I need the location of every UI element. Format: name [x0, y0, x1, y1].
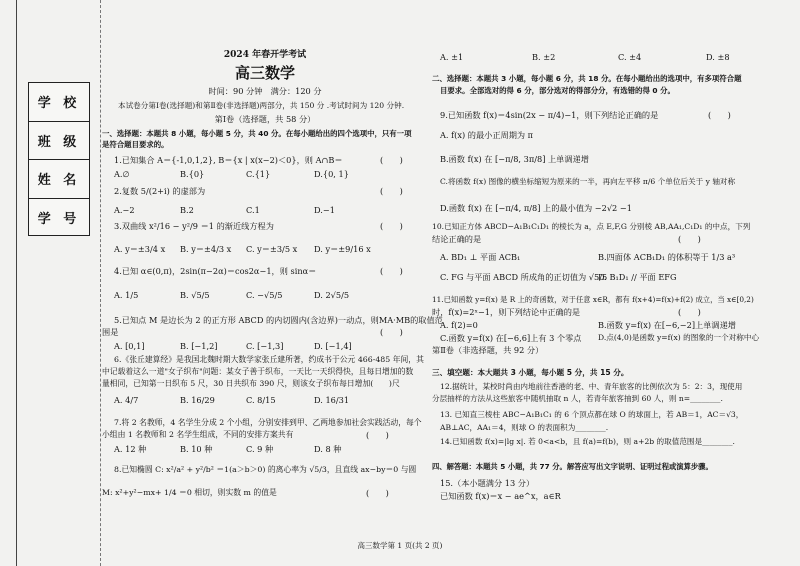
- q4-option-a: A. 1/5: [114, 290, 139, 300]
- q1-option-b: B.{0}: [180, 169, 205, 179]
- q1-option-c: C.{1}: [246, 169, 271, 179]
- q4-stem: 4.已知 α∈(0,π)，2sin(π−2α)＝cos2α−1，则 sinα＝: [114, 266, 317, 276]
- q11-option-c: C.函数 y=f(x) 在[−6,6]上有 3 个零点: [440, 333, 582, 343]
- q5-option-b: B. [−1,2]: [180, 341, 218, 351]
- exam-title: 2024 年春开学考试: [223, 50, 307, 60]
- exam-time: 时间：90 分钟 满分：120 分: [208, 86, 322, 96]
- q3-option-c: C. y＝±3/5 x: [246, 244, 298, 254]
- q10-option-d: D. B₁D₁ // 平面 EFG: [598, 272, 677, 282]
- q7-option-a: A. 12 种: [114, 444, 147, 454]
- q7-option-d: D. 8 种: [314, 444, 342, 454]
- q2-stem: 2.复数 5/(2+i) 的虚部为: [114, 186, 206, 196]
- q15-title: 15.（本小题满分 13 分）: [440, 478, 535, 488]
- q7-stem-cont: 小组由 1 名教师和 2 名学生组成，不同的安排方案共有: [102, 430, 294, 439]
- q6-stem-cont2: 量相同，已知第一日织布 5 尺，30 日共织布 390 尺，则该女子织布每日增加( )尺: [102, 379, 400, 388]
- q8-option-b: B. ±2: [532, 52, 556, 62]
- q2-paren: ( ): [380, 186, 403, 196]
- section1-heading: 一、选择题：本题共 8 小题，每小题 5 分，共 40 分。在每小题给出的四个选项中，只有一项: [102, 129, 412, 138]
- q6-option-b: B. 16/29: [180, 395, 215, 405]
- q2-option-a: A.−2: [114, 205, 135, 215]
- class-label: 班 级: [29, 122, 89, 161]
- section3-heading: 三、填空题：本大题共 3 小题，每小题 5 分，共 15 分。: [432, 368, 629, 377]
- q8-stem-cont: M: x²+y²−mx+ 1/4 ＝0 相切，则实数 m 的值是: [102, 488, 277, 497]
- q10-option-c: C. FG 与平面 ABCD 所成角的正切值为 √5/5: [440, 272, 608, 282]
- q8-option-a: A. ±1: [440, 52, 464, 62]
- section1-heading-cont: 是符合题目要求的。: [102, 140, 169, 149]
- q7-option-b: B. 10 种: [180, 444, 213, 454]
- q14-stem: 14.已知函数 f(x)=|lg x|. 若 0<a<b，且 f(a)=f(b)，则 a+2b 的取值范围是________.: [440, 437, 735, 446]
- q5-stem-cont: 围是: [102, 327, 119, 337]
- q10-option-b: B.四面体 ACB₁D₁ 的体积等于 1/3 a³: [598, 252, 736, 262]
- part2-title: 第Ⅱ卷（非选择题，共 92 分）: [432, 345, 544, 355]
- q11-option-b: B.函数 y=f(x) 在[−6,−2]上单调递增: [598, 320, 736, 330]
- q6-stem: 6.《张丘建算经》是我国北魏时期大数学家张丘建所著，约成书于公元 466-485 年间，其: [114, 355, 424, 364]
- q3-option-d: D. y＝±9/16 x: [314, 244, 371, 254]
- q8-option-d: D. ±8: [706, 52, 730, 62]
- q7-stem: 7.将 2 名教师，4 名学生分成 2 个小组，分别安排到甲、乙两地参加社会实践活动，每个: [114, 418, 422, 427]
- q4-paren: ( ): [380, 266, 403, 276]
- q5-option-d: D. [−1,4]: [314, 341, 352, 351]
- q2-option-b: B.2: [180, 205, 194, 215]
- q8-paren: ( ): [366, 488, 389, 498]
- q4-option-b: B. √5/5: [180, 290, 210, 300]
- q5-stem: 5.已知点 M 是边长为 2 的正方形 ABCD 的内切圆内(含边界)一动点，则MA·MB的取值范: [114, 315, 443, 325]
- q6-option-d: D. 16/31: [314, 395, 350, 405]
- q15-stem: 已知函数 f(x)＝x − ae^x，a∈R: [440, 491, 561, 501]
- q5-option-a: A. [0,1]: [114, 341, 145, 351]
- q10-stem: 10.已知正方体 ABCD−A₁B₁C₁D₁ 的棱长为 a，点 E,F,G 分别棱 AB,AA₁,C₁D₁ 的中点，下列: [432, 222, 751, 231]
- student-info-box: [28, 82, 90, 236]
- q1-stem: 1.已知集合 A＝{-1,0,1,2}, B＝{x | x(x−2)＜0}，则 A∩B＝: [114, 155, 343, 165]
- q1-option-d: D.{0, 1}: [314, 169, 349, 179]
- name-label: 姓 名: [29, 160, 89, 199]
- binding-line: [100, 0, 101, 566]
- q3-paren: ( ): [380, 221, 403, 231]
- q11-option-a: A. f(2)=0: [440, 320, 478, 330]
- q1-option-a: A.∅: [114, 169, 130, 179]
- q10-paren: ( ): [678, 234, 701, 244]
- q6-option-c: C. 8/15: [246, 395, 276, 405]
- page-footer: 高三数学第 1 页(共 2 页): [357, 541, 443, 550]
- q9-option-d: D.函数 f(x) 在 [−π/4, π/8] 上的最小值为 −2√2 −1: [440, 203, 632, 213]
- q4-option-c: C. −√5/5: [246, 290, 283, 300]
- q5-paren: ( ): [380, 327, 403, 337]
- q2-option-d: D.−1: [314, 205, 335, 215]
- section2-heading-cont: 目要求。全部选对的得 6 分，部分选对的得部分分，有选错的得 0 分。: [440, 86, 675, 95]
- left-margin-line: [16, 0, 17, 566]
- q11-stem: 11.已知函数 y=f(x) 是 R 上的奇函数，对于任意 x∈R，都有 f(x+4)=f(x)+f(2) 成立，当 x∈[0,2): [432, 295, 754, 304]
- q11-stem-cont: 时，f(x)=2ˣ−1，则下列结论中正确的是: [432, 307, 581, 317]
- q10-stem-cont: 结论正确的是: [432, 234, 482, 244]
- q6-option-a: A. 4/7: [114, 395, 139, 405]
- q7-paren: ( ): [366, 430, 389, 440]
- q13-stem-cont: AB⊥AC，AA₁＝4，则球 O 的表面积为________.: [440, 423, 609, 432]
- intro-line: 本试卷分第Ⅰ卷(选择题)和第Ⅱ卷(非选择题)两部分，共 150 分 .考试时间为 120 分钟.: [118, 101, 405, 110]
- q1-paren: ( ): [380, 155, 403, 165]
- subject-title: 高三数学: [234, 64, 295, 82]
- q9-stem: 9.已知函数 f(x)＝4sin(2x − π/4)−1，则下列结论正确的是: [440, 110, 659, 120]
- id-label: 学 号: [37, 211, 81, 227]
- q12-stem: 12.据统计，某校时尚由内地前往香港的老、中、青年旅客的比例依次为 5：2：3，现使用: [440, 382, 743, 391]
- q2-option-c: C.1: [246, 205, 260, 215]
- q8-stem: 8.已知椭圆 C: x²/a² + y²/b² ＝1(a＞b＞0) 的离心率为 √5/3，且直线 ax−by＝0 与圆: [114, 465, 417, 474]
- q10-option-a: A. BD₁ ⊥ 平面 ACB₁: [440, 252, 521, 262]
- school-label: 学 校: [29, 83, 89, 122]
- q6-stem-cont: 中记载着这么一道"女子织布"问题：某女子善于织布，一天比一天织得快，且每日增加的数: [102, 367, 414, 376]
- q4-option-d: D. 2√5/5: [314, 290, 350, 300]
- q12-stem-cont: 分层抽样的方法从这些旅客中随机抽取 n 人，若青年旅客抽到 60 人，则 n=________.: [432, 394, 723, 403]
- q8-option-c: C. ±4: [618, 52, 642, 62]
- q3-option-a: A. y＝±3/4 x: [114, 244, 166, 254]
- q5-option-c: C. [−1,3]: [246, 341, 284, 351]
- q11-paren: ( ): [678, 307, 701, 317]
- q9-option-c: C.将函数 f(x) 图像的横坐标缩短为原来的一半，再向左平移 π/6 个单位后关于 y 轴对称: [440, 177, 736, 186]
- q13-stem: 13. 已知直三棱柱 ABC−A₁B₁C₁ 的 6 个顶点都在球 O 的球面上，若 AB＝1，AC＝√3，: [440, 410, 744, 419]
- q9-option-a: A. f(x) 的最小正周期为 π: [440, 130, 534, 140]
- q7-option-c: C. 9 种: [246, 444, 274, 454]
- section2-heading: 二、选择题：本题共 3 小题，每小题 6 分，共 18 分。在每小题给出的选项中，有多项符合题: [432, 74, 742, 83]
- q3-stem: 3.双曲线 x²/16 − y²/9 ＝1 的渐近线方程为: [114, 221, 274, 231]
- q9-option-b: B.函数 f(x) 在 [−π/8, 3π/8] 上单调递增: [440, 154, 589, 164]
- q11-option-d: D.点(4,0)是函数 y=f(x) 的图象的一个对称中心: [598, 333, 760, 342]
- part1-title: 第Ⅰ卷（选择题，共 58 分）: [214, 114, 316, 124]
- section4-heading: 四、解答题：本题共 5 小题，共 77 分。解答应写出文字说明、证明过程或演算步骤。: [432, 462, 713, 471]
- q9-paren: ( ): [708, 110, 731, 120]
- q3-option-b: B. y＝±4/3 x: [180, 244, 232, 254]
